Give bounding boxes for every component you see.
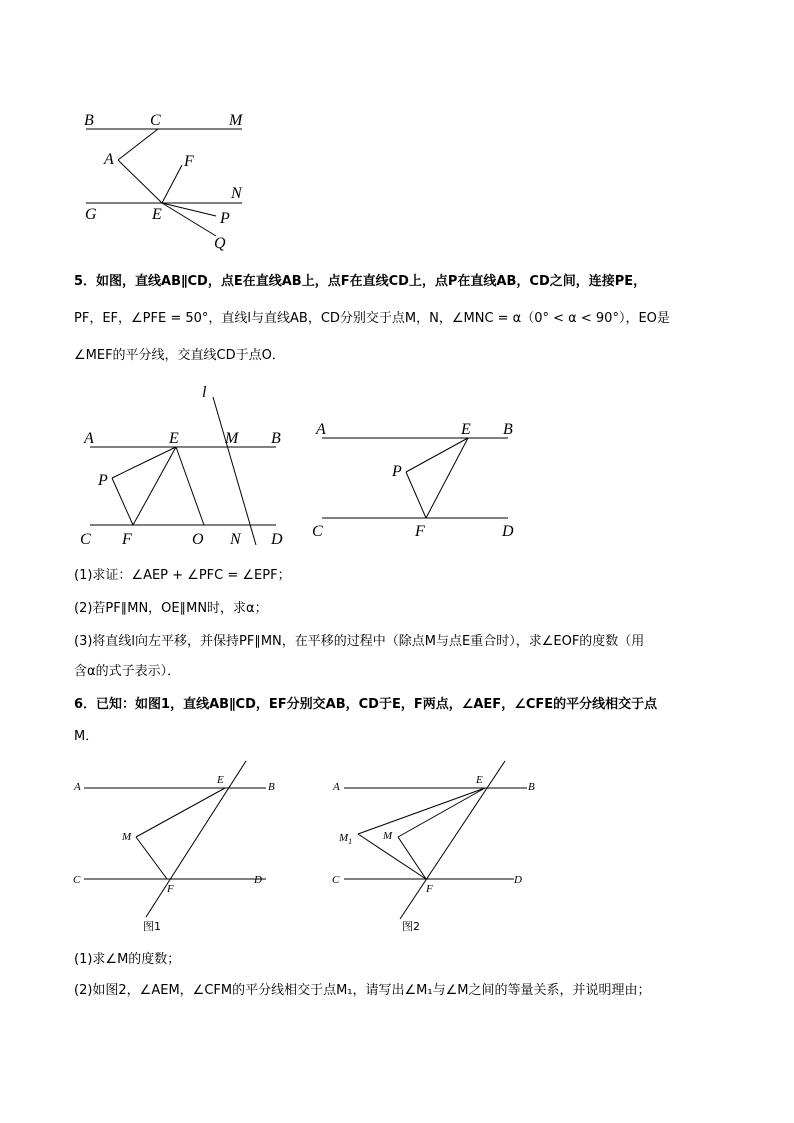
label-C: C (332, 874, 340, 886)
label-B: B (271, 430, 281, 447)
label-D: D (514, 874, 522, 886)
p5-q3a: (3)将直线l向左平移，并保持PF∥MN，在平移的过程中（除点M与点E重合时），求∠EOF的度数（用 (74, 634, 645, 649)
segment-EM (136, 788, 225, 837)
label-C: C (73, 874, 81, 886)
label-Q: Q (214, 235, 226, 252)
line-l (213, 397, 256, 545)
label-B: B (84, 112, 94, 129)
label-F: F (415, 523, 425, 540)
label-N: N (231, 185, 242, 202)
segment-MF (136, 837, 167, 879)
segment-MF (398, 837, 426, 879)
problem5-figure-b (308, 410, 528, 550)
segment-EP (112, 447, 176, 478)
label-D: D (502, 523, 514, 540)
label-P: P (220, 210, 230, 227)
segment-PF (112, 478, 133, 525)
label-A: A (84, 430, 94, 447)
label-C: C (150, 112, 161, 129)
label-l: l (202, 384, 207, 401)
caption-fig2: 图2 (402, 920, 420, 933)
label-M1-main: M (339, 832, 349, 844)
p5-q2: (2)若PF∥MN，OE∥MN时，求α； (74, 601, 268, 616)
label-M1 (338, 832, 352, 846)
label-M: M (122, 831, 132, 843)
segment-AE (118, 160, 162, 203)
label-E: E (217, 774, 224, 786)
label-E: E (476, 774, 483, 786)
label-P: P (98, 472, 108, 489)
p6-q2: (2)如图2，∠AEM，∠CFM的平分线相交于点M₁，请写出∠M₁与∠M之间的等量关系，并说明理由； (74, 983, 651, 998)
segment-EF (162, 165, 182, 203)
label-B: B (528, 781, 535, 793)
p5-line2: PF，EF，∠PFE = 50°，直线l与直线AB，CD分别交于点M，N，∠MNC = α（0° < α < 90°），EO是 (74, 311, 670, 326)
p6-line1: 6．已知：如图1，直线AB∥CD，EF分别交AB，CD于E，F两点，∠AEF，∠CFE的平分线相交于点 (74, 697, 658, 712)
label-F: F (167, 883, 174, 895)
label-N: N (230, 531, 241, 548)
label-F: F (184, 153, 194, 170)
label-O: O (192, 531, 204, 548)
segment-EF (133, 447, 176, 525)
label-M: M (229, 112, 243, 129)
transversal-EF (146, 761, 246, 917)
label-B: B (268, 781, 275, 793)
p5-line1: 5．如图，直线AB∥CD，点E在直线AB上，点F在直线CD上，点P在直线AB，CD之间，连接PE， (74, 274, 647, 289)
label-D: D (271, 531, 283, 548)
label-C: C (312, 523, 323, 540)
segment-PF (406, 472, 426, 518)
label-E: E (169, 430, 179, 447)
p6-line2: M． (74, 729, 99, 744)
segment-EQ (162, 203, 216, 236)
label-E: E (152, 206, 162, 223)
label-A: A (316, 421, 326, 438)
label-A: A (74, 781, 81, 793)
problem5-figure-a (78, 380, 298, 555)
transversal-EF (400, 761, 505, 919)
label-M: M (225, 430, 239, 447)
label-A: A (333, 781, 340, 793)
label-P: P (392, 463, 402, 480)
label-M1-sub: 1 (348, 837, 353, 846)
segment-EM (398, 788, 485, 837)
caption-fig1: 图1 (143, 920, 161, 933)
label-G: G (85, 206, 97, 223)
label-D: D (254, 874, 262, 886)
label-C: C (80, 531, 91, 548)
problem6-figure-2 (328, 758, 548, 938)
label-B: B (503, 421, 513, 438)
label-F: F (122, 531, 132, 548)
p5-line3: ∠MEF的平分线，交直线CD于点O． (74, 348, 285, 363)
p5-q1: (1)求证：∠AEP + ∠PFC = ∠EPF； (74, 568, 291, 583)
label-A: A (104, 151, 114, 168)
segment-CA (118, 129, 158, 160)
segment-EO (176, 447, 204, 525)
figure-1 (80, 108, 260, 258)
label-E: E (461, 421, 471, 438)
label-M: M (383, 830, 393, 842)
segment-EP (162, 203, 216, 216)
p5-q3b: 含α的式子表示）． (74, 664, 181, 679)
label-F: F (426, 883, 433, 895)
p6-q1: (1)求∠M的度数； (74, 952, 181, 967)
segment-EM1 (358, 788, 485, 834)
problem6-figure-1 (70, 758, 280, 938)
